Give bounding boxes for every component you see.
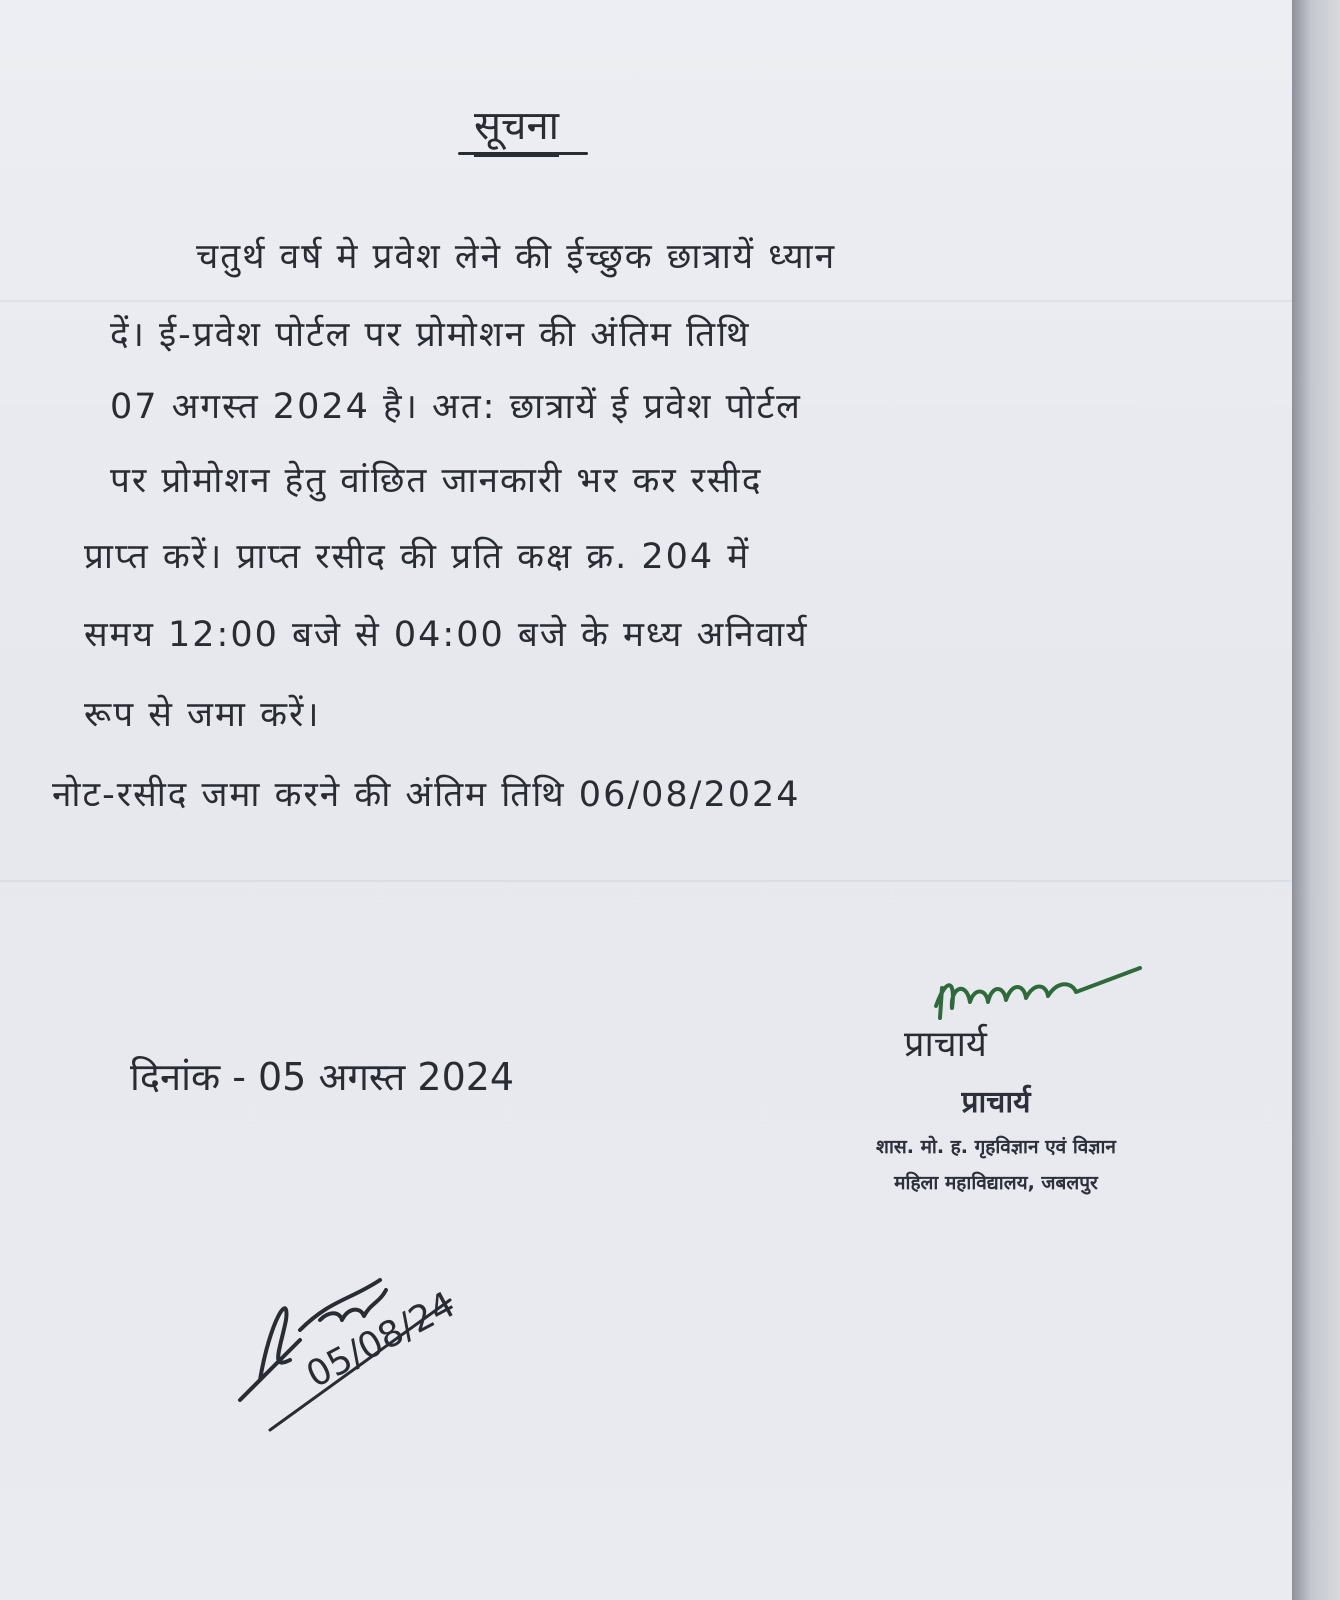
- signature-title: प्राचार्य: [904, 1024, 987, 1065]
- notice-note: नोट-रसीद जमा करने की अंतिम तिथि 06/08/2024: [52, 775, 801, 815]
- office-stamp: [836, 1080, 1156, 1201]
- notice-date: दिनांक - 05 अगस्त 2024: [130, 1055, 515, 1099]
- title-underline: [458, 152, 588, 155]
- paper-crease: [0, 880, 1292, 882]
- stamp-college-line1: शास. मो. ह. गृहविज्ञान एवं विज्ञान: [876, 1136, 1116, 1158]
- notice-line-6: समय 12:00 बजे से 04:00 बजे के मध्य अनिवार्य: [84, 615, 809, 655]
- stamp-college-line2: महिला महाविद्यालय, जबलपुर: [894, 1172, 1098, 1194]
- notice-line-7: रूप से जमा करें।: [84, 695, 321, 735]
- notice-line-4: पर प्रोमोशन हेतु वांछित जानकारी भर कर रसीद: [110, 461, 763, 501]
- stamp-title: प्राचार्य: [961, 1085, 1031, 1120]
- notice-title: सूचना: [474, 103, 559, 149]
- paper-crease: [0, 300, 1292, 302]
- notice-line-2: दें। ई-प्रवेश पोर्टल पर प्रोमोशन की अंतिम तिथि: [110, 315, 751, 355]
- background-edge: [1292, 0, 1340, 1600]
- notice-line-5: प्राप्त करें। प्राप्त रसीद की प्रति कक्ष क्र. 204 में: [84, 537, 751, 577]
- notice-line-3: 07 अगस्त 2024 है। अत: छात्रायें ई प्रवेश पोर्टल: [110, 387, 802, 427]
- notice-line-1: चतुर्थ वर्ष मे प्रवेश लेने की ईच्छुक छात्रायें ध्यान: [196, 237, 837, 277]
- initials-date: 05/08/24: [300, 1284, 463, 1397]
